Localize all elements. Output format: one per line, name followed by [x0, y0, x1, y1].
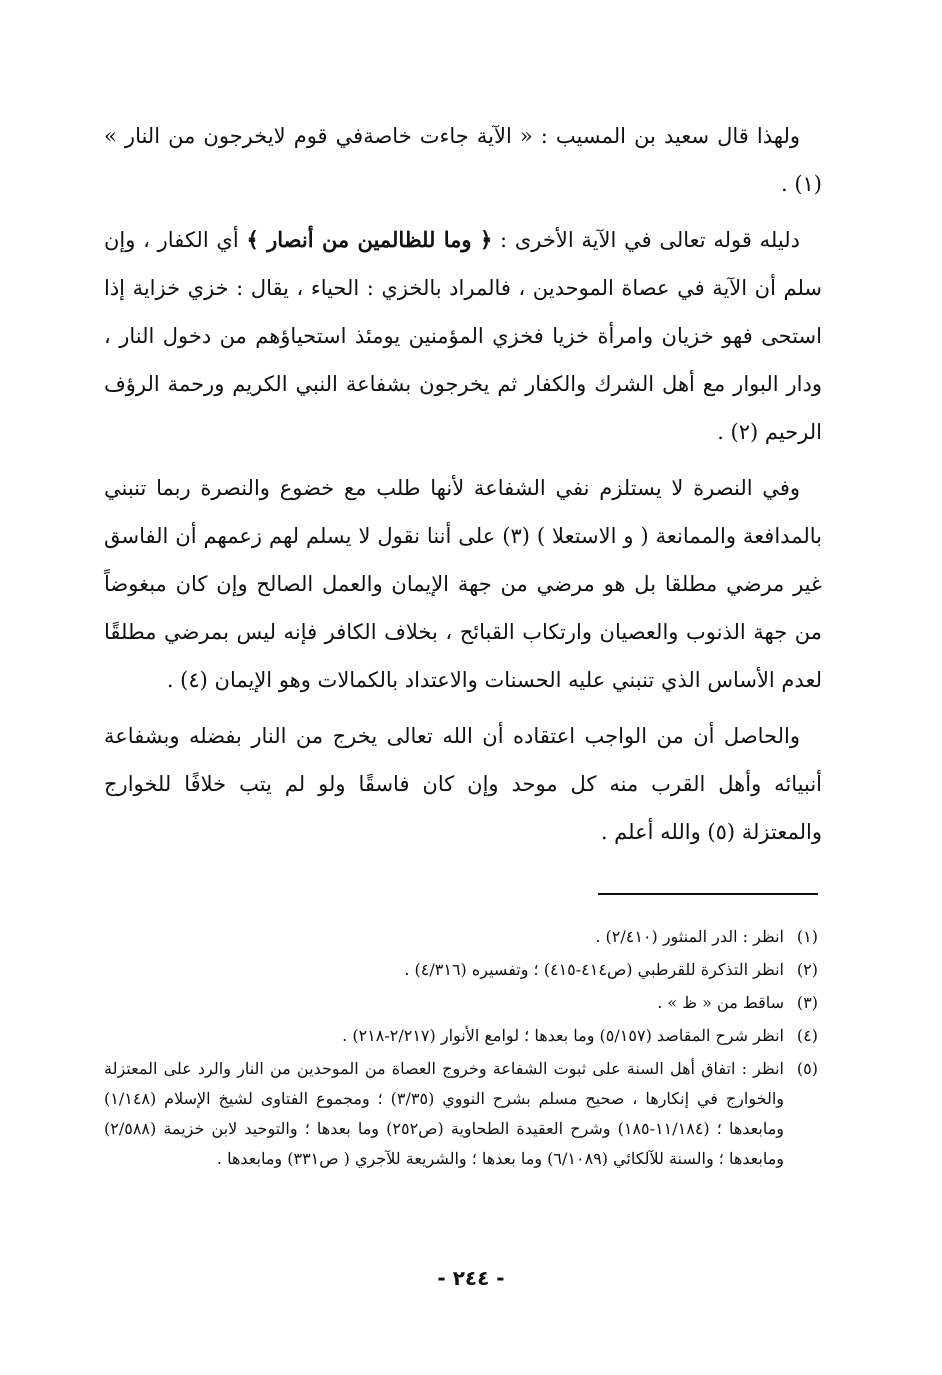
footnote-divider — [598, 893, 818, 895]
quran-verse: ﴿ وما للظالمين من أنصار ﴾ — [246, 227, 493, 252]
paragraph-4: والحاصل أن من الواجب اعتقاده أن الله تعالى يخرج من النار بفضله وبشفاعة أنبيائه وأهل القرب منه كل موحد وإن كان فاسقًا ولو لم يتب خلافًا للخوارج والمعتزلة (٥) والله أعلم . — [104, 724, 822, 844]
footnote-number: (٣) — [796, 993, 818, 1012]
footnote-1 — [104, 922, 818, 952]
footnote-number: (١) — [796, 927, 818, 946]
footnote-2 — [104, 955, 818, 985]
paragraph-2-intro: دليله قوله تعالى في الآية الأخرى : — [500, 228, 800, 252]
paragraph-2 — [104, 216, 822, 456]
footnote-text: انظر : اتفاق أهل السنة على ثبوت الشفاعة وخروج العصاة من الموحدين من النار والرد على المعتزلة والخوارج في إنكارها ، صحيح مسلم بشرح النووي (٣/٣٥) ؛ ومجموع الفتاوى لشيخ الإسلام (١/١٤٨) ومابعدها ؛ (١١/١٨٤-١٨٥) وشرح العقيدة الطحاوية (ص٢٥٢) وما بعدها ؛ والتوحيد لابن خزيمة (٢/٥٨٨) ومابعدها ؛ والسنة للآلكائي (٦/١٠٨٩) وما بعدها ؛ والشريعة للآجري ( ص٣٣١) ومابعدها . — [104, 1059, 784, 1168]
footnote-3 — [104, 988, 818, 1018]
footnote-number: (٤) — [796, 1026, 818, 1045]
paragraph-3: وفي النصرة لا يستلزم نفي الشفاعة لأنها طلب مع خضوع والنصرة ربما تنبني بالمدافعة والممانعة ( و الاستعلا ) (٣) على أننا نقول لا يسلم لهم زعمهم أن الفاسق غير مرضي مطلقا بل هو مرضي من جهة الإيمان والعمل الصالح وإن كان مبغوضاً من جهة الذنوب والعصيان وارتكاب القبائح ، بخلاف الكافر فإنه ليس بمرضي مطلقًا لعدم الأساس الذي تنبني عليه الحسنات والاعتداد بالكمالات وهو الإيمان (٤) . — [104, 476, 822, 692]
footnote-5 — [104, 1054, 818, 1174]
footnote-4 — [104, 1021, 818, 1051]
page-number: - ٢٤٤ - — [437, 1266, 505, 1290]
footnote-text: ساقط من « ظ » . — [657, 993, 784, 1012]
footnote-text: انظر شرح المقاصد (٥/١٥٧) وما بعدها ؛ لوامع الأنوار (٢/٢١٧-٢١٨) . — [342, 1026, 784, 1045]
footnote-number: (٢) — [796, 960, 818, 979]
main-text — [104, 112, 822, 864]
paragraph-1: ولهذا قال سعيد بن المسيب : « الآية جاءت خاصةفي قوم لايخرجون من النار » (١) . — [104, 124, 822, 196]
footnote-text: انظر : الدر المنثور (٢/٤١٠) . — [595, 927, 784, 946]
footnote-text: انظر التذكرة للقرطبي (ص٤١٤-٤١٥) ؛ وتفسيره (٤/٣١٦) . — [404, 960, 784, 979]
footnotes — [104, 922, 818, 1177]
paragraph-2-body: أي الكفار ، وإن سلم أن الآية في عصاة الموحدين ، فالمراد بالخزي : الحياء ، يقال : خزي خزاية إذا استحى فهو خزيان وامرأة خزيا فخزي المؤمنين يومئذ استحياؤهم من دخول النار ، ودار البوار مع أهل الشرك والكفار ثم يخرجون بشفاعة النبي الكريم ورحمة الرؤف الرحيم (٢) . — [104, 228, 822, 444]
footnote-number: (٥) — [796, 1059, 818, 1078]
